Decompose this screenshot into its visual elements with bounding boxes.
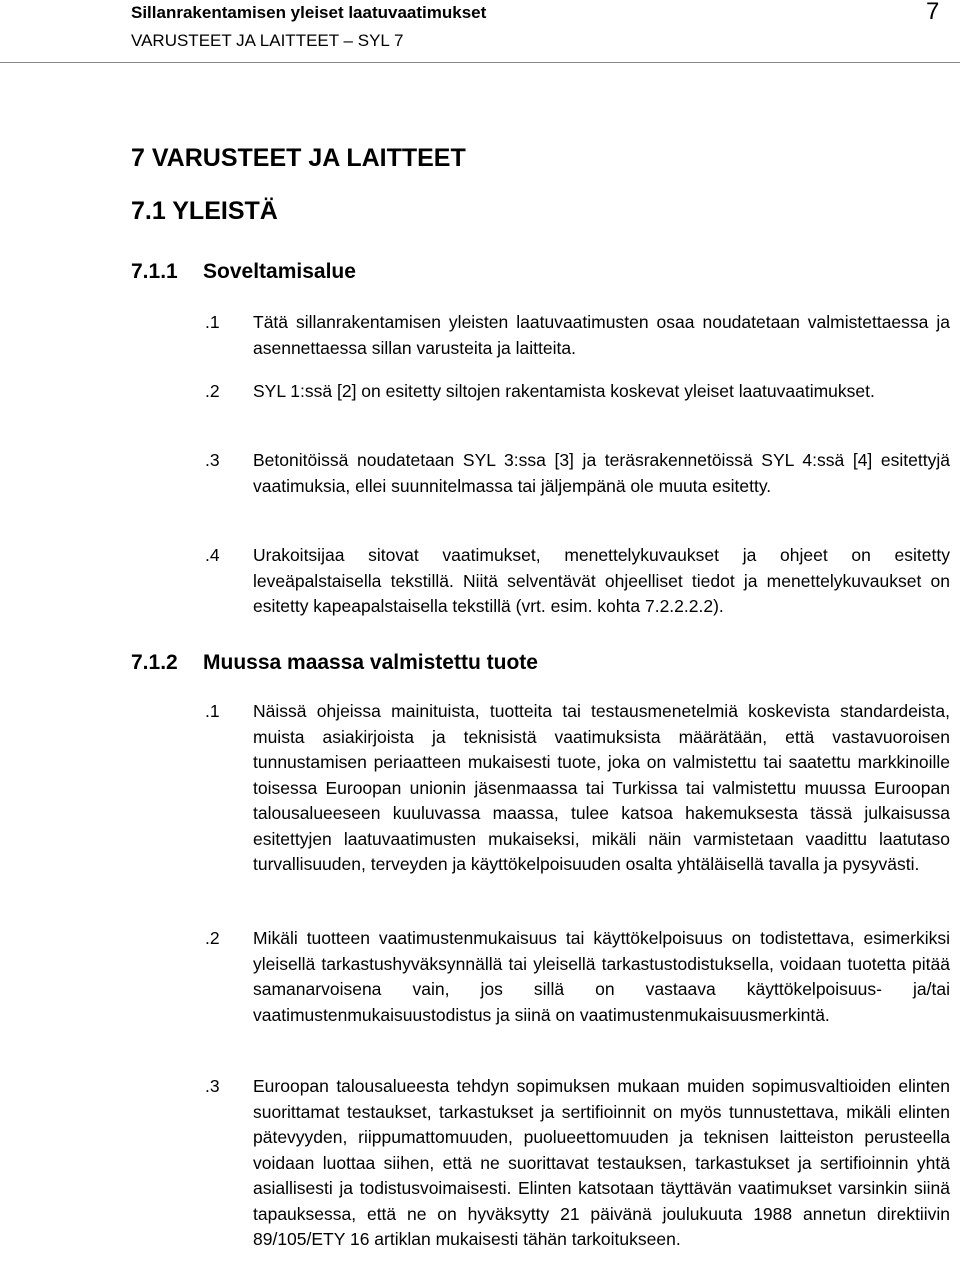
paragraph-text: SYL 1:ssä [2] on esitetty siltojen rakentamista koskevat yleiset laatuvaatimukset. xyxy=(253,381,875,401)
paragraph-text: Euroopan talousalueesta tehdyn sopimuksen mukaan muiden sopimusvaltioiden elinten suorittamat testaukset, tarkastukset ja sertifioinnit on myös tunnustettava, mikäli elinten pätevyyden, riippumattomuuden, puolueettomuuden ja teknisen laitteiston perusteella voidaan luottaa siihen, että ne suorittavat testauksen, tarkastukset ja sertifioinnin yhtä asiallisesti ja todistusvoimaisesti. Elinten katsotaan täyttävän vaatimukset varsinkin siinä tapauksessa, että ne on hyväksytty 21 päivänä joulukuuta 1988 annetun direktiivin 89/105/ETY 16 artiklan mukaisesti tähän tarkoitukseen. xyxy=(253,1076,950,1249)
subsection-title: Muussa maassa valmistettu tuote xyxy=(203,651,538,674)
paragraph-text: Urakoitsijaa sitovat vaatimukset, menettelykuvaukset ja ohjeet on esitetty leveäpalstaisella tekstillä. Niitä selventävät ohjeelliset tiedot ja menettelykuvaukset on esitetty kapeapalstaisella tekstillä (vrt. esim. kohta 7.2.2.2.2). xyxy=(253,545,950,616)
header-divider xyxy=(0,62,960,63)
paragraph-item xyxy=(205,699,950,878)
paragraph-item xyxy=(205,926,950,1028)
subsection-number: 7.1.2 xyxy=(131,651,178,674)
paragraph-number: .4 xyxy=(205,545,220,565)
page-header xyxy=(0,0,960,64)
page-number: 7 xyxy=(926,0,940,25)
document-title: Sillanrakentamisen yleiset laatuvaatimukset xyxy=(131,3,487,22)
paragraph-text: Näissä ohjeissa mainituista, tuotteita tai testausmenetelmiä koskevista standardeista, muista asiakirjoista ja teknisistä vaatimuksista määrätään, että vastavuoroisen tunnustamisen periaatteen mukaisesti tuote, joka on valmistettu tai saatettu markkinoille toisessa Euroopan unionin jäsenmaassa tai Turkissa tai valmistettu muussa Euroopan talousalueeseen kuuluvassa maassa, tulee katsoa hakemuksesta tässä julkaisussa esitettyjen laatuvaatimusten mukaiseksi, mikäli näin varmistetaan vaadittu laatutaso turvallisuuden, terveyden ja käyttökelpoisuuden osalta yhtäläisellä tavalla ja pysyvästi. xyxy=(253,701,950,874)
paragraph-item xyxy=(205,310,950,361)
paragraph-number: .1 xyxy=(205,701,220,721)
subsection-title: Soveltamisalue xyxy=(203,260,356,283)
paragraph-number: .2 xyxy=(205,381,220,401)
paragraph-text: Tätä sillanrakentamisen yleisten laatuvaatimusten osaa noudatetaan valmistettaessa ja asennettaessa sillan varusteita ja laitteita. xyxy=(253,312,950,358)
paragraph-item xyxy=(205,448,950,499)
section-heading: 7.1 YLEISTÄ xyxy=(131,197,278,225)
paragraph-text: Betonitöissä noudatetaan SYL 3:ssa [3] ja teräsrakennetöissä SYL 4:ssä [4] esitettyjä vaatimuksia, ellei suunnitelmassa tai jäljempänä ole muuta esitetty. xyxy=(253,450,950,496)
subsection-number: 7.1.1 xyxy=(131,260,178,283)
document-subtitle: VARUSTEET JA LAITTEET – SYL 7 xyxy=(131,31,404,50)
subsection-heading-soveltamisalue xyxy=(131,259,356,285)
paragraph-item xyxy=(205,543,950,620)
paragraph-item xyxy=(205,1074,950,1253)
paragraph-item xyxy=(205,379,950,405)
subsection-heading-muussa-maassa xyxy=(131,650,538,676)
chapter-heading: 7 VARUSTEET JA LAITTEET xyxy=(131,144,466,172)
paragraph-number: .1 xyxy=(205,312,220,332)
paragraph-text: Mikäli tuotteen vaatimustenmukaisuus tai käyttökelpoisuus on todistettava, esimerkiksi yleisellä tarkastushyväksynnällä tai yleisellä tarkastustodistuksella, voidaan tuotetta pitää samanarvoisena vain, jos sillä on vastaava käyttökelpoisuus- ja/tai vaatimustenmukaisuustodistus ja siinä on vaatimustenmukaisuusmerkintä. xyxy=(253,928,950,1025)
paragraph-number: .2 xyxy=(205,928,220,948)
paragraph-number: .3 xyxy=(205,450,220,470)
paragraph-number: .3 xyxy=(205,1076,220,1096)
